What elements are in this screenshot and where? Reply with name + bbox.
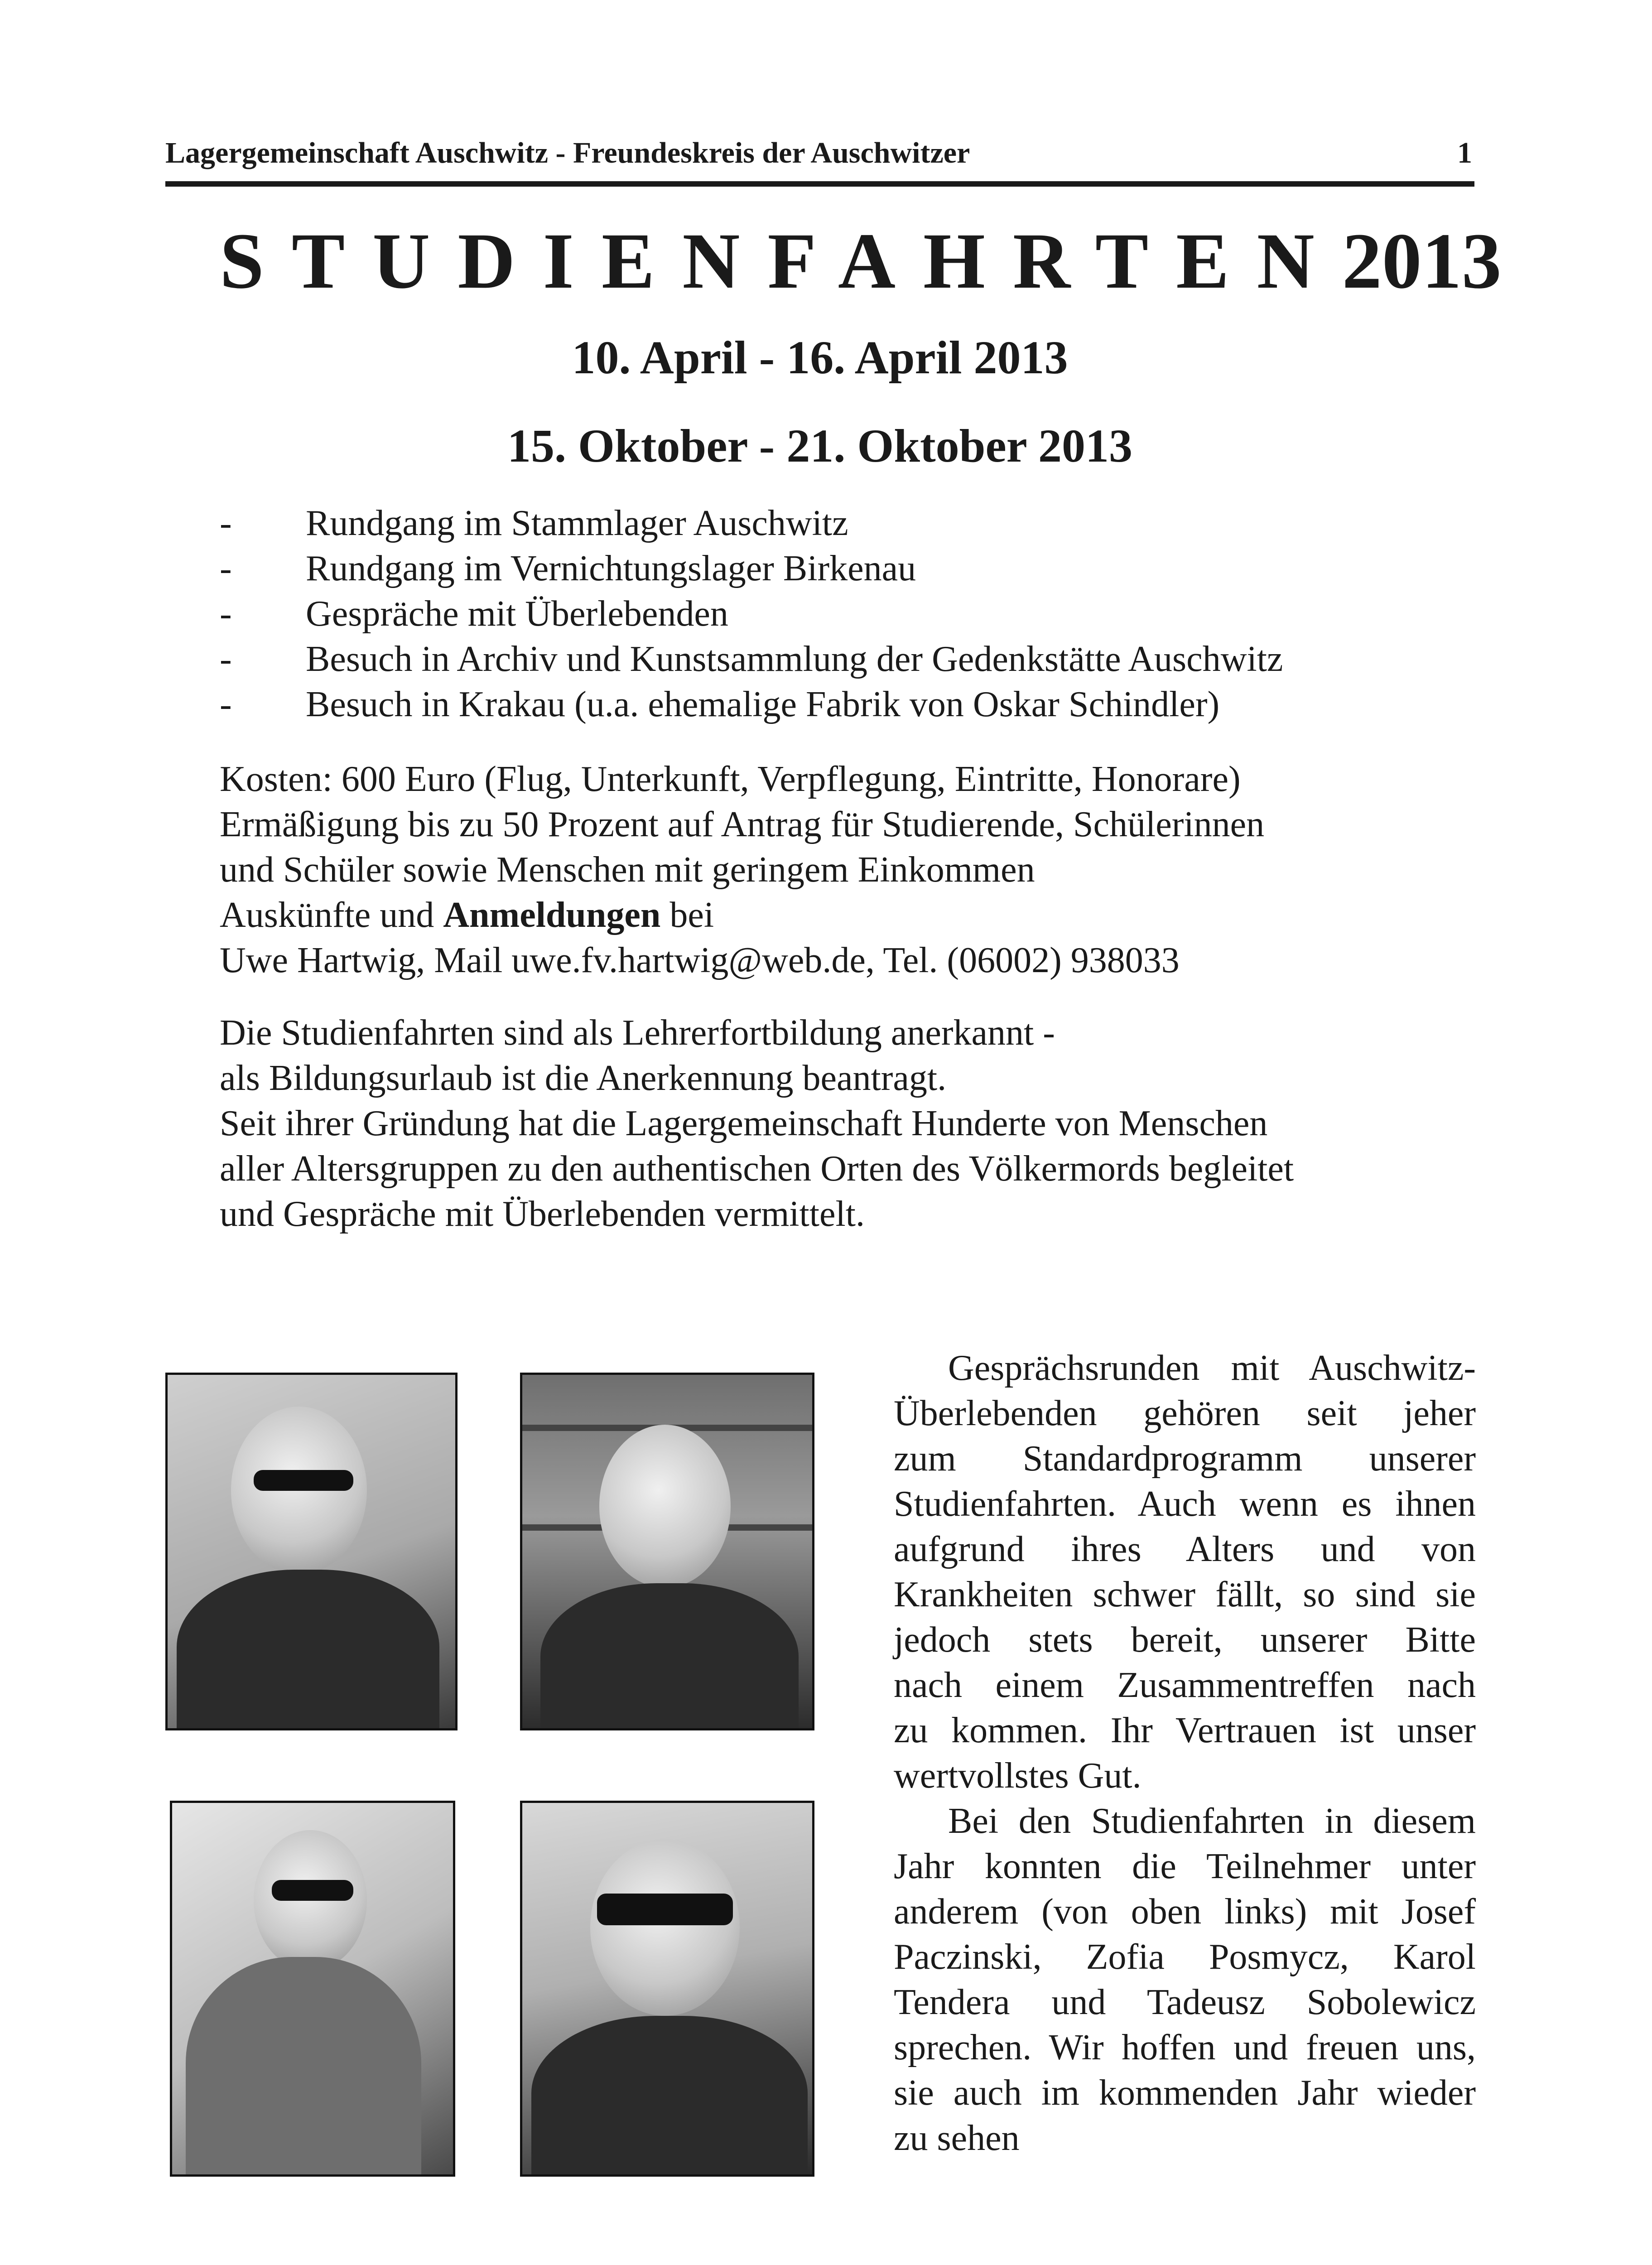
registration-bold: Anmeldungen: [443, 895, 661, 935]
photo-face: [599, 1425, 731, 1588]
date-range-spring: 10. April - 16. April 2013: [572, 332, 1068, 384]
header-organization: Lagergemeinschaft Auschwitz - Freundeskreis der Auschwitzer: [165, 136, 970, 169]
photo-body: [531, 2016, 808, 2177]
list-item: [220, 636, 1483, 682]
page-title: [220, 217, 1502, 305]
text-line: zu kommen. Ihr Vertrauen ist unser: [894, 1711, 1476, 1750]
list-item: [220, 546, 1483, 591]
costs-paragraph: [220, 757, 1488, 983]
text-line: anderem (von oben links) mit Josef: [894, 1892, 1476, 1932]
text-line: sie auch im kommenden Jahr wieder: [894, 2073, 1476, 2113]
text-line: Bei den Studienfahrten in diesem: [948, 1801, 1476, 1841]
contact-line: Uwe Hartwig, Mail uwe.fv.hartwig@web.de, Tel. (06002) 938033: [220, 940, 1180, 980]
bullet-dash: -: [220, 503, 232, 543]
text-line: nach einem Zusammentreffen nach: [894, 1665, 1476, 1705]
photo-body: [540, 1583, 799, 1730]
text-line: Überlebenden gehören seit jeher: [894, 1393, 1476, 1433]
costs-line: Kosten: 600 Euro (Flug, Unterkunft, Verpflegung, Eintritte, Honorare): [220, 759, 1241, 799]
registration-prefix: Auskünfte und: [220, 895, 434, 935]
bullet-dash: -: [220, 684, 232, 724]
text-line: zu sehen: [894, 2118, 1020, 2158]
photo-face: [590, 1839, 740, 2016]
program-item: Rundgang im Vernichtungslager Birkenau: [306, 549, 916, 588]
photo-sunglasses: [597, 1894, 733, 1925]
text-line: sprechen. Wir hoffen und freuen uns,: [894, 2028, 1476, 2067]
discount-line-cont: und Schüler sowie Menschen mit geringem Einkommen: [220, 850, 1035, 890]
program-item: Gespräche mit Überlebenden: [306, 594, 728, 634]
header-rule: [165, 181, 1474, 187]
bullet-dash: -: [220, 639, 232, 679]
program-item: Rundgang im Stammlager Auschwitz: [306, 503, 848, 543]
photo-glasses: [272, 1880, 353, 1901]
program-item: Besuch in Archiv und Kunstsammlung der Gedenkstätte Auschwitz: [306, 639, 1283, 679]
info-line: und Gespräche mit Überlebenden vermittelt.: [220, 1194, 865, 1234]
title-year: 2013: [1342, 217, 1502, 305]
text-line: Krankheiten schwer fällt, so sind sie: [894, 1575, 1476, 1614]
info-paragraph: [220, 1010, 1488, 1237]
title-word: STUDIENFAHRTEN: [220, 217, 1342, 305]
survivor-text-column: [894, 1345, 1476, 2161]
info-line: aller Altersgruppen zu den authentischen Orten des Völkermords begleitet: [220, 1149, 1294, 1189]
text-line: Paczinski, Zofia Posmycz, Karol: [894, 1937, 1476, 1977]
text-line: zum Standardprogramm unserer: [894, 1439, 1476, 1479]
list-item: [220, 591, 1483, 636]
program-item: Besuch in Krakau (u.a. ehemalige Fabrik von Oskar Schindler): [306, 684, 1220, 724]
list-item: [220, 501, 1483, 546]
info-line: Die Studienfahrten sind als Lehrerfortbildung anerkannt -: [220, 1013, 1055, 1053]
date-range-autumn: 15. Oktober - 21. Oktober 2013: [507, 420, 1132, 472]
photo-body: [186, 1957, 421, 2177]
photo-survivor-1: [165, 1373, 458, 1730]
text-line: jedoch stets bereit, unserer Bitte: [894, 1620, 1476, 1660]
discount-line: Ermäßigung bis zu 50 Prozent auf Antrag für Studierende, Schülerinnen: [220, 805, 1265, 844]
photo-body: [177, 1570, 439, 1730]
photo-survivor-4: [520, 1801, 814, 2177]
info-line: als Bildungsurlaub ist die Anerkennung beantragt.: [220, 1058, 947, 1098]
text-line: wertvollstes Gut.: [894, 1756, 1141, 1796]
list-item: [220, 682, 1483, 727]
registration-suffix: bei: [669, 895, 714, 935]
text-line: Jahr konnten die Teilnehmer unter: [894, 1846, 1476, 1886]
text-line: aufgrund ihres Alters und von: [894, 1529, 1476, 1569]
photo-glasses: [254, 1470, 353, 1491]
text-line: Studienfahrten. Auch wenn es ihnen: [894, 1484, 1476, 1524]
photo-survivor-3: [170, 1801, 455, 2177]
text-line: Tendera und Tadeusz Sobolewicz: [894, 1982, 1476, 2022]
page-number: 1: [1457, 136, 1472, 169]
bullet-dash: -: [220, 549, 232, 588]
program-list: [220, 501, 1483, 727]
info-line: Seit ihrer Gründung hat die Lagergemeinschaft Hunderte von Menschen: [220, 1104, 1268, 1143]
text-line: Gesprächsrunden mit Auschwitz-: [948, 1348, 1476, 1388]
bullet-dash: -: [220, 594, 232, 634]
photo-survivor-2: [520, 1373, 814, 1730]
registration-line: [220, 892, 1488, 938]
